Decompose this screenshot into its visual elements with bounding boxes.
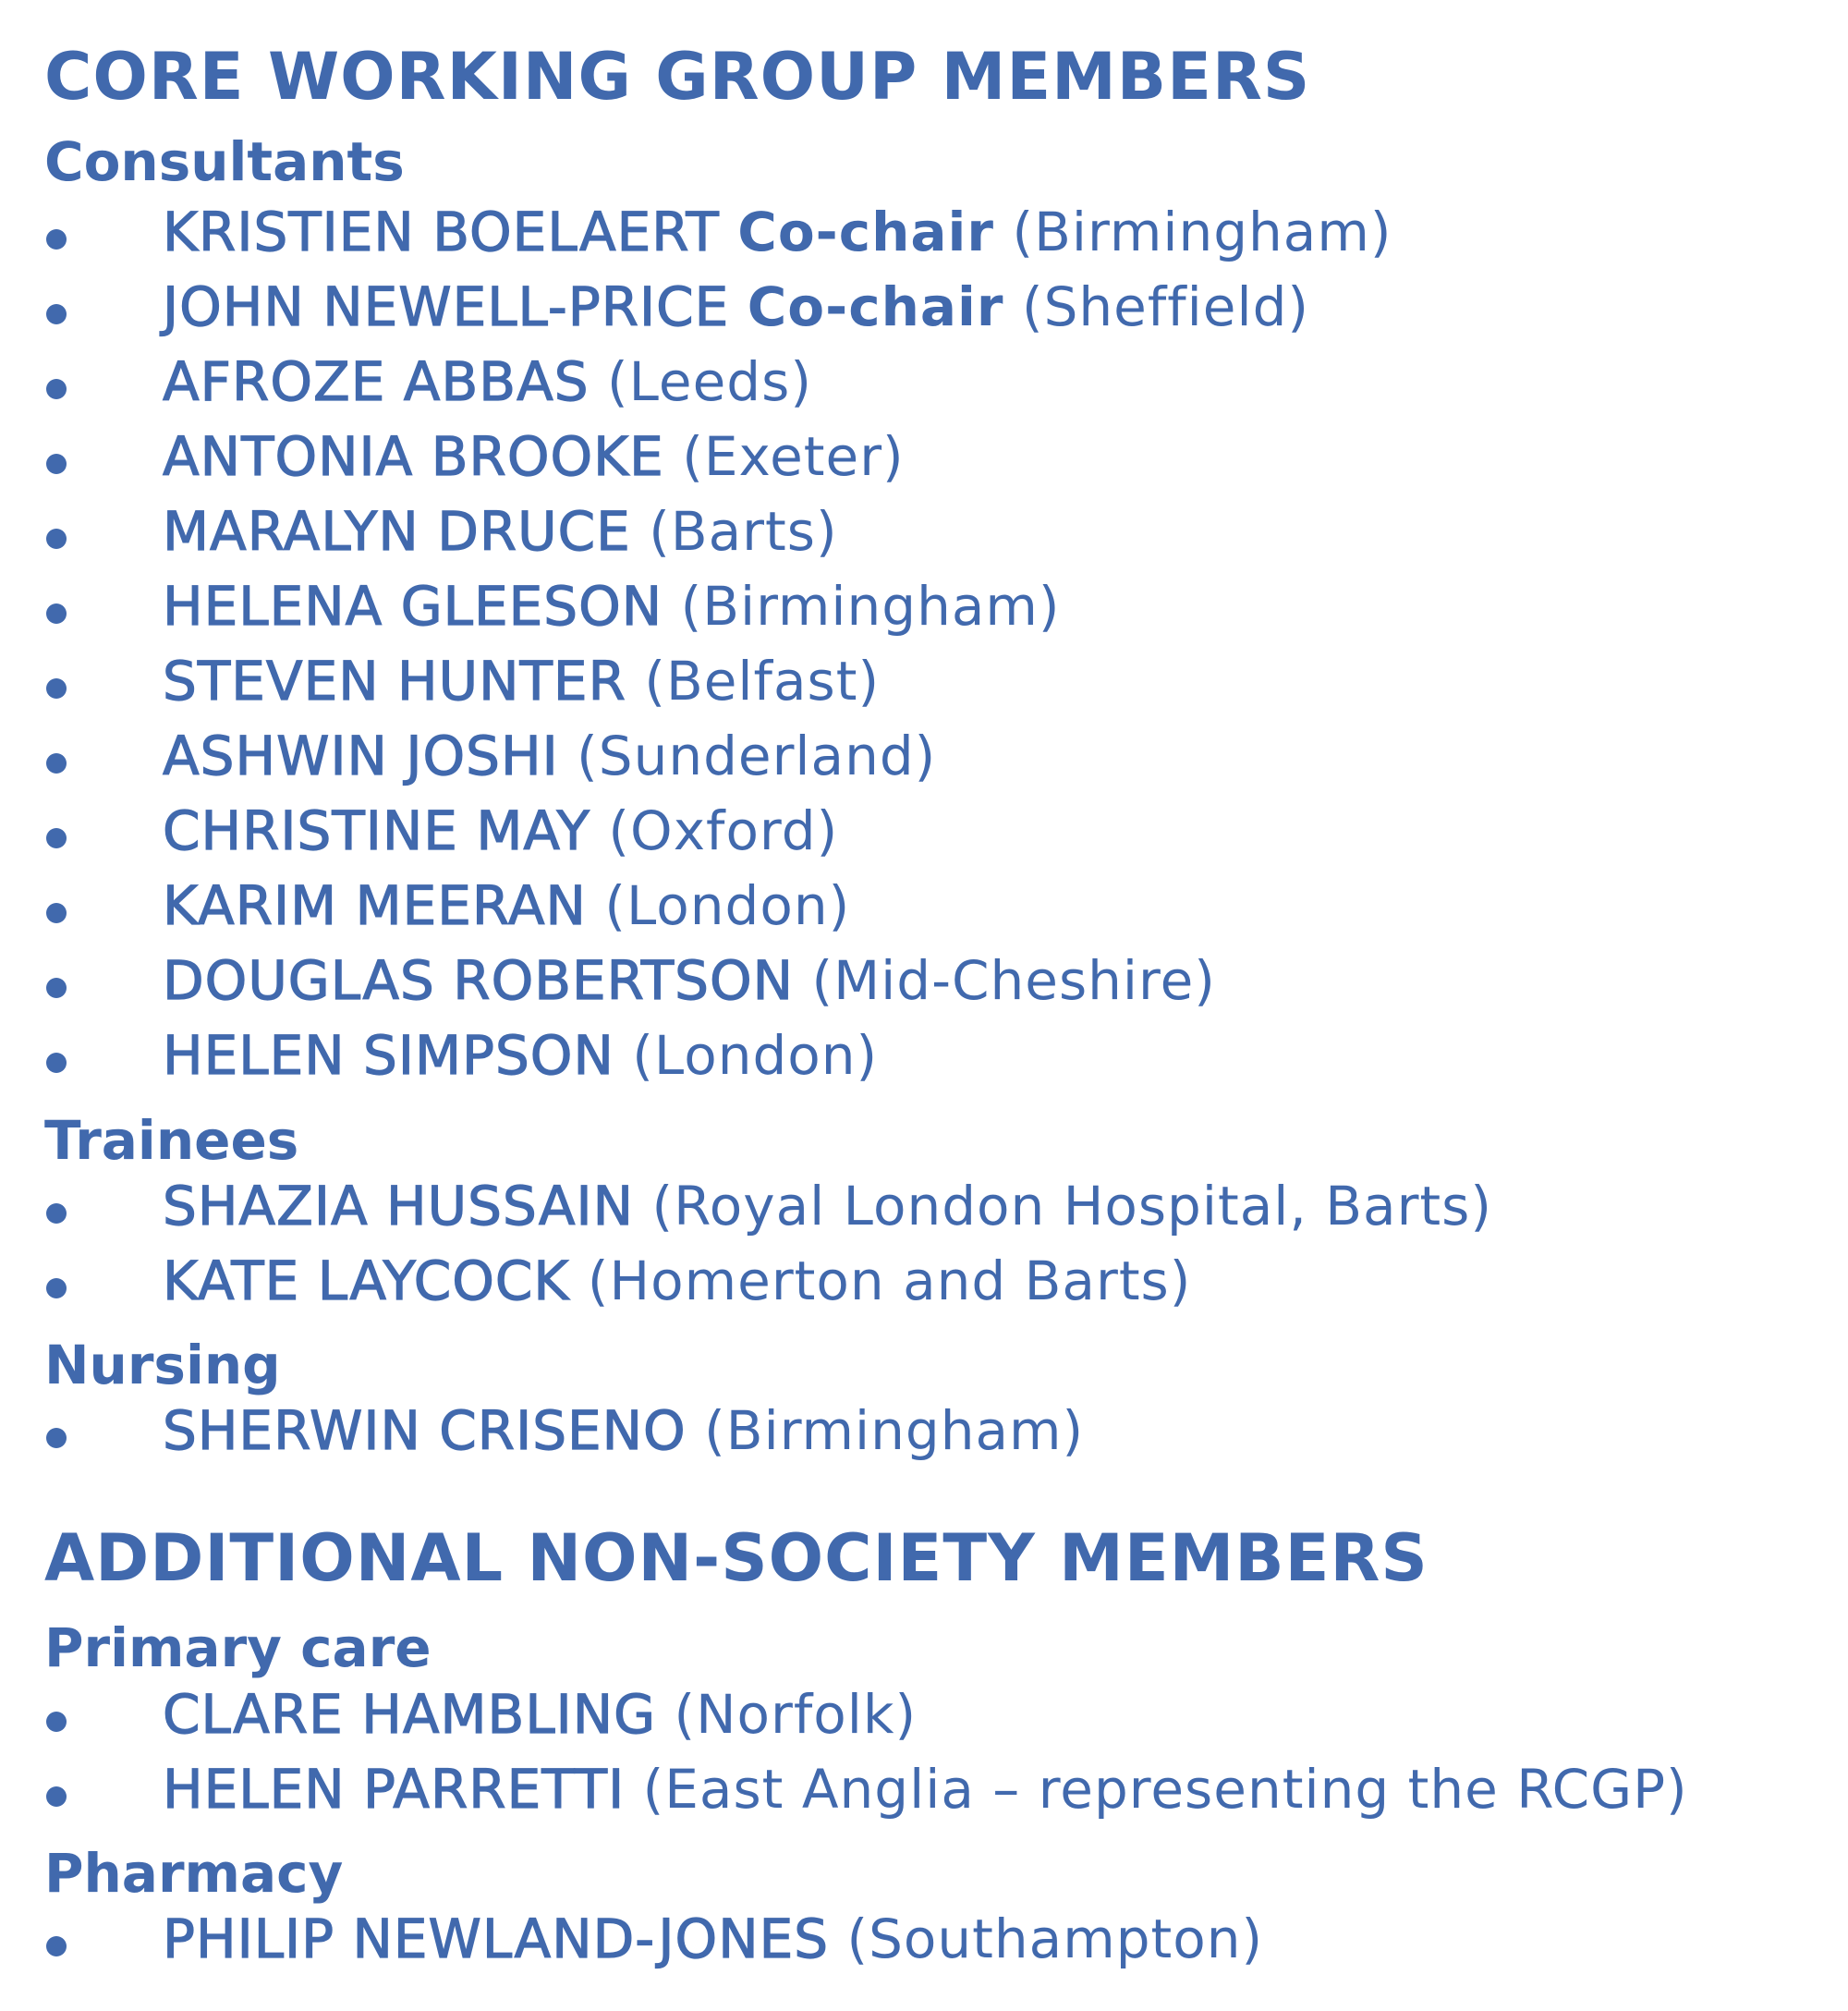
bullet-dot-icon — [46, 828, 67, 848]
list-item — [0, 1249, 1848, 1328]
member-location: (Homerton and Barts) — [587, 1249, 1192, 1312]
member-name: AFROZE ABBAS — [163, 350, 590, 413]
member-entry — [163, 1683, 918, 1746]
member-location: (Norfolk) — [674, 1683, 918, 1746]
member-name: HELEN SIMPSON — [163, 1024, 614, 1087]
member-name: KARIM MEERAN — [163, 874, 587, 937]
bullet-dot-icon — [46, 304, 67, 324]
bullet-dot-icon — [46, 753, 67, 774]
bullet-dot-icon — [46, 903, 67, 923]
member-location: (Southampton) — [846, 1907, 1264, 1970]
member-location: (Leeds) — [607, 350, 812, 413]
bullet-dot-icon — [46, 229, 67, 250]
pharmacy-heading: Pharmacy — [44, 1842, 344, 1905]
list-item — [0, 1024, 1848, 1103]
bullet-dot-icon — [46, 1428, 67, 1448]
bullet-dot-icon — [46, 978, 67, 998]
bullet-dot-icon — [46, 678, 67, 699]
member-location: (Sheffield) — [1021, 275, 1310, 338]
member-location: (Birmingham) — [680, 575, 1061, 638]
member-location: (East Anglia – representing the RCGP) — [642, 1758, 1688, 1821]
member-name: KRISTIEN BOELAERT — [163, 201, 720, 263]
list-item — [0, 650, 1848, 728]
member-name: KATE LAYCOCK — [163, 1249, 570, 1312]
list-item — [0, 201, 1848, 279]
list-item — [0, 949, 1848, 1028]
bullet-dot-icon — [46, 1712, 67, 1732]
member-location: (Birmingham) — [704, 1399, 1085, 1462]
member-name: STEVEN HUNTER — [163, 650, 626, 713]
member-entry — [163, 949, 1216, 1012]
member-name: PHILIP NEWLAND-JONES — [163, 1907, 830, 1970]
member-name: ASHWIN JOSHI — [163, 725, 559, 787]
member-name: ANTONIA BROOKE — [163, 425, 664, 488]
primary-care-heading: Primary care — [44, 1616, 432, 1679]
member-entry — [163, 201, 1392, 263]
member-entry — [163, 1249, 1192, 1312]
member-role: Co-chair — [747, 275, 1004, 338]
member-location: (Barts) — [649, 500, 838, 563]
list-item — [0, 575, 1848, 653]
list-item — [0, 725, 1848, 803]
member-entry — [163, 275, 1310, 338]
member-location: (Oxford) — [608, 799, 839, 862]
list-item — [0, 500, 1848, 579]
list-item — [0, 874, 1848, 953]
member-location: (London) — [632, 1024, 879, 1087]
list-item — [0, 275, 1848, 354]
list-item — [0, 1399, 1848, 1478]
bullet-dot-icon — [46, 1786, 67, 1807]
member-entry — [163, 1175, 1492, 1237]
bullet-dot-icon — [46, 603, 67, 624]
member-name: HELENA GLEESON — [163, 575, 663, 638]
bullet-dot-icon — [46, 454, 67, 474]
member-entry — [163, 350, 812, 413]
member-location: (Exeter) — [682, 425, 905, 488]
member-name: MARALYN DRUCE — [163, 500, 631, 563]
member-name: HELEN PARRETTI — [163, 1758, 626, 1821]
member-location: (Belfast) — [644, 650, 881, 713]
trainees-heading: Trainees — [44, 1109, 299, 1172]
member-entry — [163, 575, 1061, 638]
core-section-title: CORE WORKING GROUP MEMBERS — [44, 39, 1311, 115]
list-item — [0, 425, 1848, 504]
member-name: JOHN NEWELL-PRICE — [163, 275, 730, 338]
member-location: (Mid-Cheshire) — [811, 949, 1216, 1012]
bullet-dot-icon — [46, 529, 67, 549]
member-entry — [163, 725, 937, 787]
nursing-heading: Nursing — [44, 1334, 281, 1396]
member-entry — [163, 1399, 1085, 1462]
member-name: CLARE HAMBLING — [163, 1683, 657, 1746]
bullet-dot-icon — [46, 1278, 67, 1298]
bullet-dot-icon — [46, 379, 67, 399]
member-name: DOUGLAS ROBERTSON — [163, 949, 795, 1012]
member-location: (Birmingham) — [1012, 201, 1392, 263]
bullet-dot-icon — [46, 1203, 67, 1224]
consultants-heading: Consultants — [44, 130, 405, 193]
member-entry — [163, 425, 905, 488]
member-location: (Sunderland) — [577, 725, 937, 787]
list-item — [0, 1758, 1848, 1836]
member-entry — [163, 1758, 1688, 1821]
list-item — [0, 1683, 1848, 1761]
list-item — [0, 350, 1848, 429]
member-entry — [163, 500, 838, 563]
bullet-dot-icon — [46, 1053, 67, 1073]
list-item — [0, 1175, 1848, 1253]
additional-section-title: ADDITIONAL NON-SOCIETY MEMBERS — [44, 1520, 1429, 1596]
member-name: SHERWIN CRISENO — [163, 1399, 687, 1462]
member-name: SHAZIA HUSSAIN — [163, 1175, 635, 1237]
bullet-dot-icon — [46, 1936, 67, 1956]
member-entry — [163, 1907, 1264, 1970]
list-item — [0, 1907, 1848, 1986]
member-entry — [163, 874, 851, 937]
member-name: CHRISTINE MAY — [163, 799, 590, 862]
list-item — [0, 799, 1848, 878]
member-entry — [163, 1024, 879, 1087]
member-location: (London) — [604, 874, 851, 937]
member-role: Co-chair — [737, 201, 995, 263]
member-location: (Royal London Hospital, Barts) — [651, 1175, 1492, 1237]
member-entry — [163, 650, 881, 713]
member-entry — [163, 799, 839, 862]
